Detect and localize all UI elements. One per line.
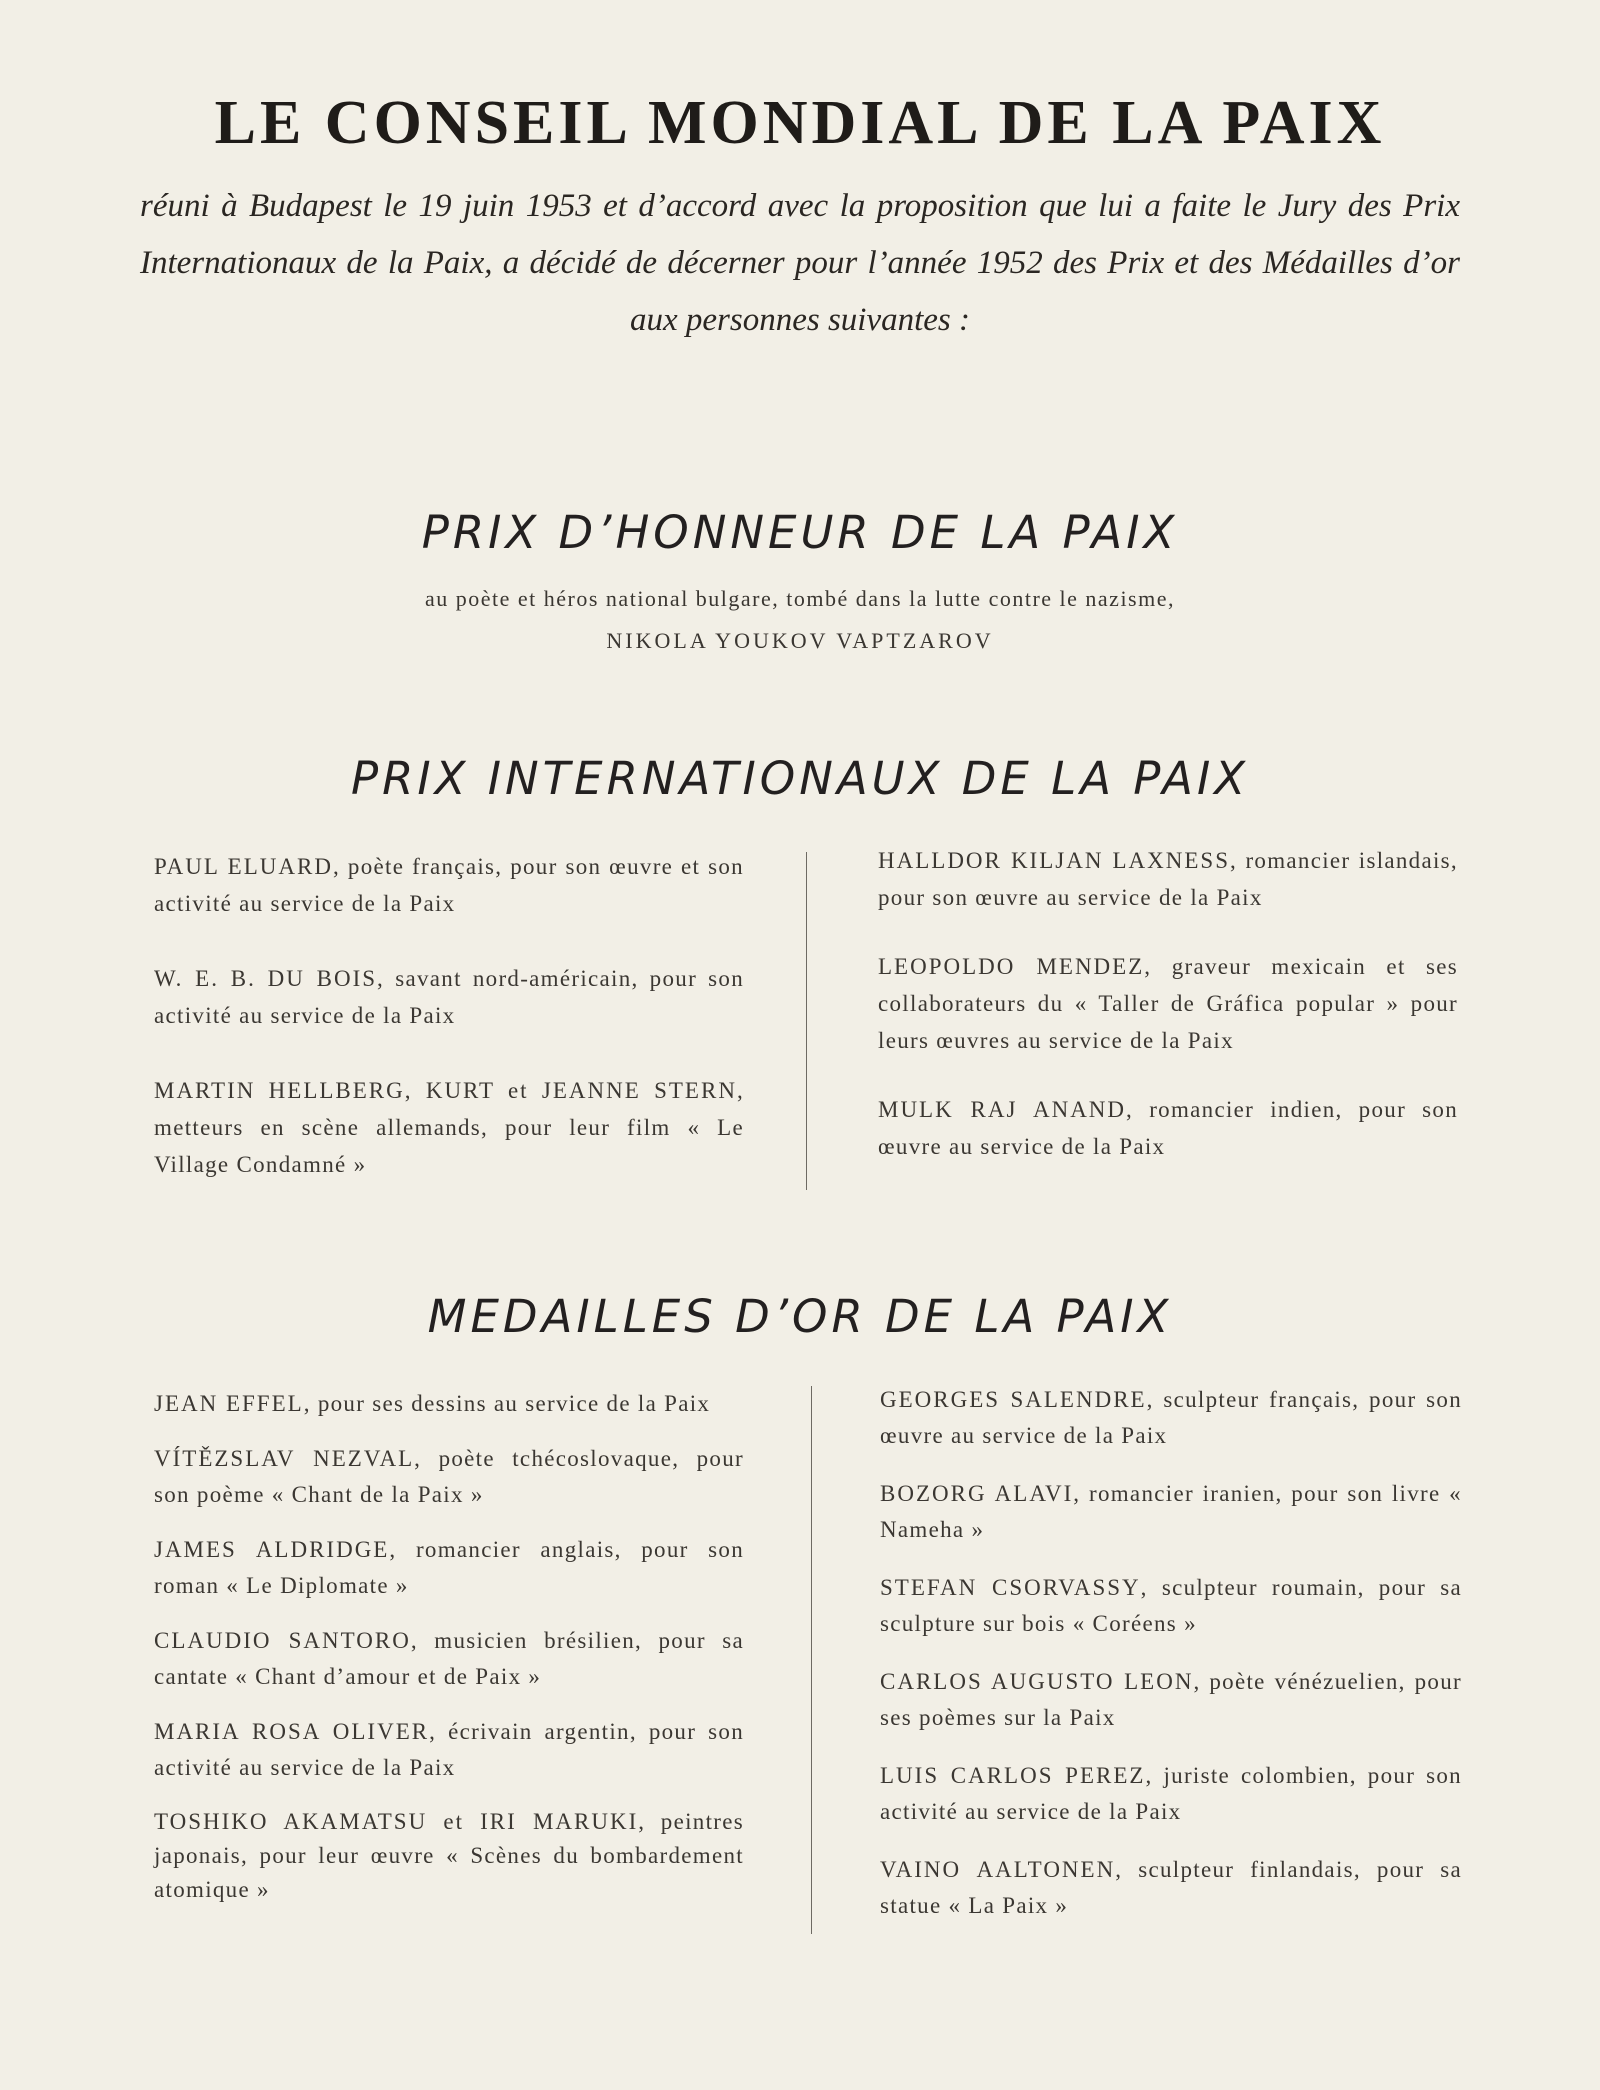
internationaux-left-column (154, 848, 744, 1183)
laureate-name: GEORGES SALENDRE (880, 1387, 1147, 1412)
laureate-citation: poète tchécoslovaque, pour son poème « Chant de la Paix » (154, 1446, 744, 1507)
laureate-name: LUIS CARLOS PEREZ (880, 1763, 1146, 1788)
laureate-citation: peintres japonais, pour leur œuvre « Scènes du bombardement atomique » (154, 1809, 744, 1902)
section-heading-medailles: MEDAILLES D’OR DE LA PAIX (427, 1290, 1173, 1343)
laureate-entry: MULK RAJ ANAND, romancier indien, pour son œuvre au service de la Paix (878, 1097, 1459, 1159)
laureate-name: PAUL ELUARD (154, 854, 333, 879)
laureate-entry: CARLOS AUGUSTO LEON, poète vénézuelien, pour ses poèmes sur la Paix (880, 1669, 1462, 1730)
laureate-entry: STEFAN CSORVASSY, sculpteur roumain, pour sa sculpture sur bois « Coréens » (880, 1575, 1462, 1636)
laureate-entry: BOZORG ALAVI, romancier iranien, pour son livre « Nameha » (880, 1481, 1462, 1542)
laureate-name: VAINO AALTONEN (880, 1857, 1116, 1882)
laureate-citation: romancier anglais, pour son roman « Le Diplomate » (154, 1537, 744, 1598)
laureate-entry: VAINO AALTONEN, sculpteur finlandais, pour sa statue « La Paix » (880, 1857, 1462, 1918)
laureate-entry: MARTIN HELLBERG, KURT et JEANNE STERN, metteurs en scène allemands, pour leur film « Le Village Condamné » (154, 1078, 744, 1177)
laureate-name: CARLOS AUGUSTO LEON (880, 1669, 1194, 1694)
laureate-citation: romancier indien, pour son œuvre au service de la Paix (878, 1097, 1459, 1159)
laureate-citation: poète français, pour son œuvre et son activité au service de la Paix (154, 854, 744, 916)
laureate-entry: JAMES ALDRIDGE, romancier anglais, pour son roman « Le Diplomate » (154, 1537, 744, 1598)
laureate-name: STEFAN CSORVASSY (880, 1575, 1141, 1600)
medailles-left-column (154, 1386, 744, 1907)
laureate-name: JEAN EFFEL (154, 1391, 304, 1416)
laureate-citation: savant nord-américain, pour son activité au service de la Paix (154, 966, 744, 1028)
internationaux-right-column (878, 842, 1458, 1165)
section-heading-internationaux: PRIX INTERNATIONAUX DE LA PAIX (350, 752, 1250, 805)
laureate-entry: MARIA ROSA OLIVER, écrivain argentin, pour son activité au service de la Paix (154, 1719, 744, 1780)
laureate-citation: écrivain argentin, pour son activité au service de la Paix (154, 1719, 744, 1780)
page-title: LE CONSEIL MONDIAL DE LA PAIX (214, 89, 1386, 157)
laureate-name: MARIA ROSA OLIVER (154, 1719, 430, 1744)
laureate-entry: VÍTĚZSLAV NEZVAL, poète tchécoslovaque, pour son poème « Chant de la Paix » (154, 1446, 744, 1507)
laureate-citation: romancier islandais, pour son œuvre au service de la Paix (878, 848, 1458, 910)
laureate-citation: poète vénézuelien, pour ses poèmes sur la Paix (880, 1669, 1462, 1730)
laureate-citation: romancier iranien, pour son livre « Nameha » (880, 1481, 1462, 1542)
laureate-entry: GEORGES SALENDRE, sculpteur français, pour son œuvre au service de la Paix (880, 1387, 1462, 1448)
laureate-name: VÍTĚZSLAV NEZVAL (154, 1446, 415, 1471)
laureate-name: MARTIN HELLBERG, KURT et JEANNE STERN (154, 1078, 737, 1103)
laureate-entry: TOSHIKO AKAMATSU et IRI MARUKI, peintres japonais, pour leur œuvre « Scènes du bombardement atomique » (154, 1809, 744, 1902)
laureate-entry: CLAUDIO SANTORO, musicien brésilien, pour sa cantate « Chant d’amour et de Paix » (154, 1628, 745, 1689)
laureate-citation: sculpteur roumain, pour sa sculpture sur bois « Coréens » (880, 1575, 1462, 1636)
column-divider (806, 852, 807, 1190)
laureate-entry: W. E. B. DU BOIS, savant nord-américain, pour son activité au service de la Paix (154, 966, 744, 1028)
laureate-citation: pour ses dessins au service de la Paix (317, 1391, 711, 1416)
laureate-name: TOSHIKO AKAMATSU et IRI MARUKI (154, 1809, 639, 1834)
laureate-entry: PAUL ELUARD, poète français, pour son œuvre et son activité au service de la Paix (154, 854, 744, 916)
intro-paragraph: réuni à Budapest le 19 juin 1953 et d’accord avec la proposition que lui a faite le Jury des Prix Internationaux de la Paix, a décidé de décerner pour l’année 1952 des Prix et des Médailles d’or aux personnes suivantes : (140, 188, 1460, 338)
laureate-citation: sculpteur français, pour son œuvre au service de la Paix (880, 1387, 1462, 1448)
laureate-name: LEOPOLDO MENDEZ (878, 954, 1145, 979)
laureate-citation: graveur mexicain et ses collaborateurs du « Taller de Gráfica popular » pour leurs œuvres au service de la Paix (878, 954, 1459, 1053)
laureate-entry: JEAN EFFEL, pour ses dessins au service de la Paix (154, 1391, 711, 1416)
laureate-name: CLAUDIO SANTORO (154, 1628, 411, 1653)
laureate-citation: juriste colombien, pour son activité au service de la Paix (880, 1763, 1462, 1824)
laureate-citation: metteurs en scène allemands, pour leur film « Le Village Condamné » (154, 1115, 744, 1177)
laureate-entry: LEOPOLDO MENDEZ, graveur mexicain et ses collaborateurs du « Taller de Gráfica popular » pour leurs œuvres au service de la Paix (878, 954, 1459, 1053)
laureate-name: BOZORG ALAVI (880, 1481, 1074, 1506)
laureate-citation: musicien brésilien, pour sa cantate « Chant d’amour et de Paix » (154, 1628, 745, 1689)
medailles-right-column (880, 1382, 1462, 1924)
laureate-citation: sculpteur finlandais, pour sa statue « La Paix » (880, 1857, 1462, 1918)
laureate-name: W. E. B. DU BOIS (154, 966, 378, 991)
section-heading-honneur: PRIX D’HONNEUR DE LA PAIX (421, 506, 1179, 559)
laureate-name: MULK RAJ ANAND (878, 1097, 1127, 1122)
column-divider (811, 1386, 812, 1934)
laureate-name: HALLDOR KILJAN LAXNESS (878, 848, 1231, 873)
laureate-name: JAMES ALDRIDGE (154, 1537, 390, 1562)
honneur-laureate: NIKOLA YOUKOV VAPTZAROV (606, 628, 994, 653)
laureate-entry: LUIS CARLOS PEREZ, juriste colombien, pour son activité au service de la Paix (880, 1763, 1462, 1824)
laureate-entry: HALLDOR KILJAN LAXNESS, romancier islandais, pour son œuvre au service de la Paix (878, 848, 1458, 910)
honneur-description: au poète et héros national bulgare, tombé dans la lutte contre le nazisme, (425, 586, 1175, 611)
